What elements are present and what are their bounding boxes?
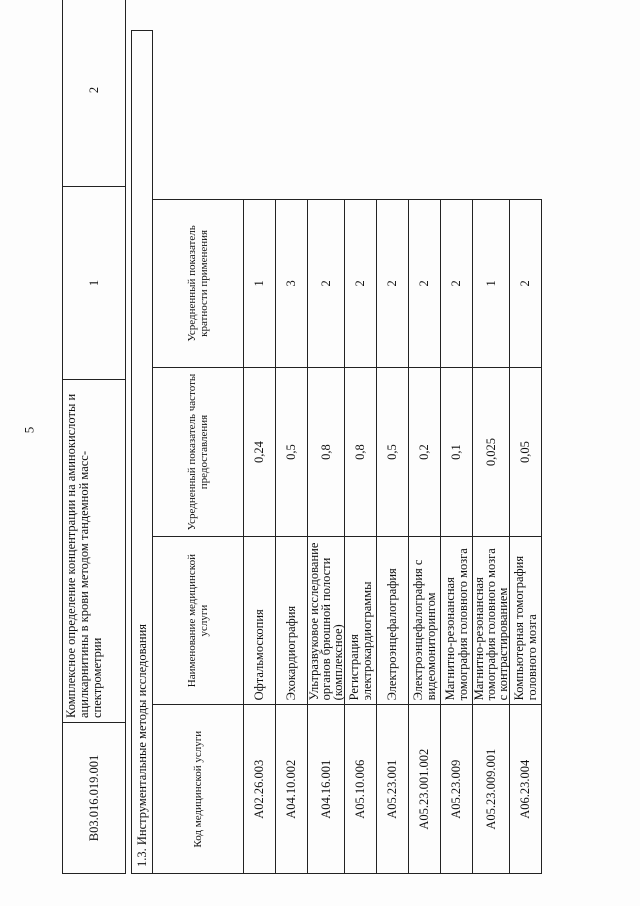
- header-frequency: Усредненный показатель частоты предоставления: [153, 368, 244, 537]
- service-name: Магнитно-резонансная томография головного мозга: [441, 536, 473, 705]
- section-table-wrapper: [131, 30, 542, 874]
- frequency-value: 0,05: [510, 368, 542, 537]
- service-name: Офтальмоскопия: [244, 536, 276, 705]
- section-title: 1.3. Инструментальные методы исследования: [132, 31, 153, 874]
- service-code: A04.16.001: [308, 705, 345, 874]
- frequency-value: 0,8: [308, 368, 345, 537]
- service-name: Электроэнцефалография с видеомониторингом: [409, 536, 441, 705]
- service-name: Эхокардиография: [276, 536, 308, 705]
- top-table-wrapper: [62, 30, 126, 874]
- multiplicity-value: 2: [510, 199, 542, 368]
- top-table: [62, 0, 126, 874]
- section-table: [131, 30, 542, 874]
- section-title-row: [132, 31, 153, 874]
- service-code: A05.23.009.001: [473, 705, 510, 874]
- multiplicity-value: 2: [377, 199, 409, 368]
- service-code: A05.23.001: [377, 705, 409, 874]
- frequency-value: 0,24: [244, 368, 276, 537]
- multiplicity-value: 1: [244, 199, 276, 368]
- header-name: Наименование медицинской услуги: [153, 536, 244, 705]
- frequency-value: 1: [63, 187, 126, 380]
- service-code: B03.016.019.001: [63, 723, 126, 874]
- frequency-value: 0,2: [409, 368, 441, 537]
- multiplicity-value: 2: [345, 199, 377, 368]
- frequency-value: 0,5: [377, 368, 409, 537]
- multiplicity-value: 2: [308, 199, 345, 368]
- multiplicity-value: 2: [441, 199, 473, 368]
- service-name: Магнитно-резонансная томография головного мозга с контрастированием: [473, 536, 510, 705]
- blank-area: [153, 31, 542, 200]
- multiplicity-value: 1: [473, 199, 510, 368]
- service-name: Регистрация электрокардиограммы: [345, 536, 377, 705]
- service-code: A02.26.003: [244, 705, 276, 874]
- header-multiplicity: Усредненный показатель кратности применения: [153, 199, 244, 368]
- service-name: Ультразвуковое исследование органов брюшной полости (комплексное): [308, 536, 345, 705]
- frequency-value: 0,025: [473, 368, 510, 537]
- page-number: 5: [21, 426, 37, 434]
- service-name: Компьютерная томография головного мозга: [510, 536, 542, 705]
- service-code: A05.23.009: [441, 705, 473, 874]
- header-code: Код медицинской услуги: [153, 705, 244, 874]
- multiplicity-value: 2: [63, 0, 126, 187]
- service-code: A05.23.001.002: [409, 705, 441, 874]
- service-code: A06.23.004: [510, 705, 542, 874]
- frequency-value: 0,1: [441, 368, 473, 537]
- frequency-value: 0,5: [276, 368, 308, 537]
- service-name: Электроэнцефалография: [377, 536, 409, 705]
- frequency-value: 0,8: [345, 368, 377, 537]
- service-code: A05.10.006: [345, 705, 377, 874]
- header-row: [153, 31, 244, 874]
- service-code: A04.10.002: [276, 705, 308, 874]
- table-row: [63, 0, 126, 874]
- service-name: Комплексное определение концентрации на аминокислоты и ацилкарнитины в крови методом тандемной масс-спектрометрии: [63, 380, 126, 723]
- multiplicity-value: 2: [409, 199, 441, 368]
- multiplicity-value: 3: [276, 199, 308, 368]
